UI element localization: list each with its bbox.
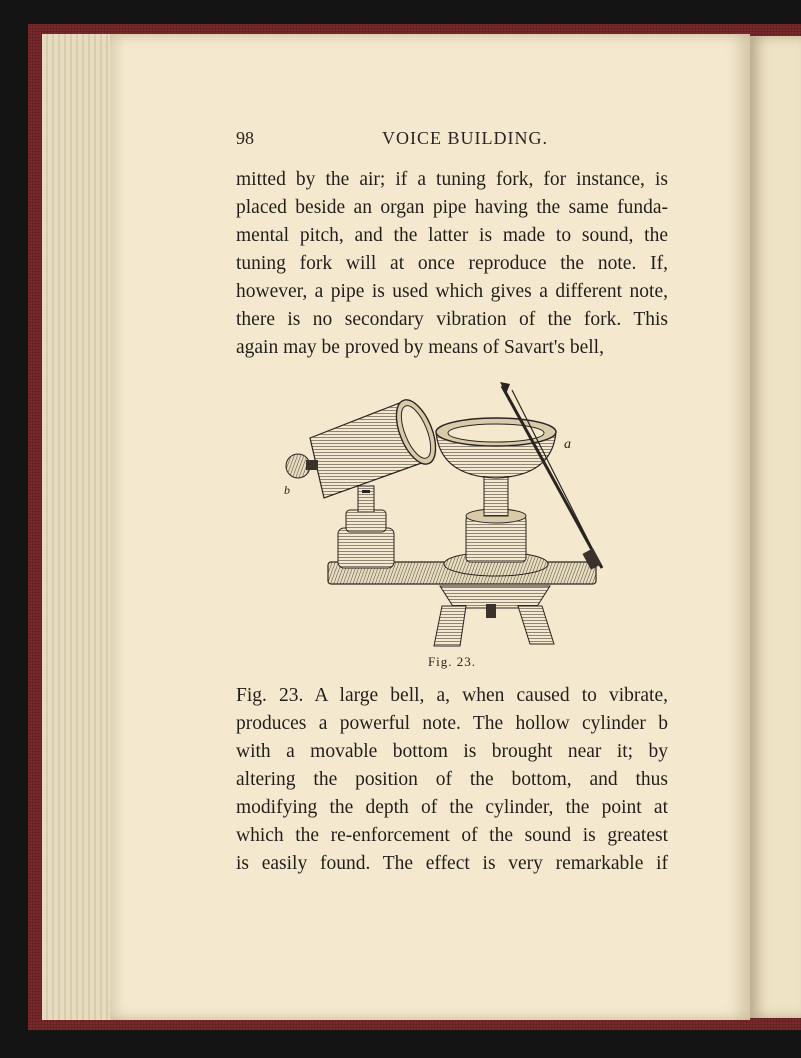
text-line: which the re-enforcement of the sound is greatest	[236, 825, 668, 846]
savart-bell-illustration	[280, 380, 610, 650]
running-head: VOICE BUILDING.	[382, 128, 548, 148]
text-line: mental pitch, and the latter is made to sound, the	[236, 225, 668, 246]
text-line: with a movable bottom is brought near it; by	[236, 741, 668, 762]
text-line: is easily found. The effect is very remarkable if	[236, 853, 668, 874]
text-line: placed beside an organ pipe having the same funda-	[236, 197, 668, 218]
base-plate	[328, 562, 596, 646]
facing-page-edge	[750, 36, 801, 1018]
text-line: mitted by the air; if a tuning fork, for instance, is	[236, 169, 668, 190]
figure-caption: Fig. 23.	[427, 654, 477, 669]
text-line: tuning fork will at once reproduce the note. If,	[236, 253, 668, 274]
cylinder-stand	[338, 486, 394, 568]
page-number: 98	[236, 128, 254, 148]
bell	[436, 418, 556, 478]
paragraph-top	[236, 166, 668, 362]
text-line: however, a pipe is used which gives a different note,	[236, 281, 668, 302]
text-line: again may be proved by means of Savart's bell,	[236, 337, 604, 358]
label-a: a	[564, 437, 571, 452]
text-line: altering the position of the bottom, and thus	[236, 769, 668, 790]
bell-stand	[444, 476, 548, 576]
page-header	[236, 128, 666, 156]
text-line: Fig. 23. A large bell, a, when caused to vibrate,	[236, 685, 668, 706]
hollow-cylinder	[286, 394, 444, 498]
paragraph-bottom	[236, 682, 668, 878]
text-line: produces a powerful note. The hollow cylinder b	[236, 713, 668, 734]
label-b: b	[284, 483, 290, 497]
text-line: modifying the depth of the cylinder, the point at	[236, 797, 668, 818]
text-line: there is no secondary vibration of the fork. This	[236, 309, 668, 330]
